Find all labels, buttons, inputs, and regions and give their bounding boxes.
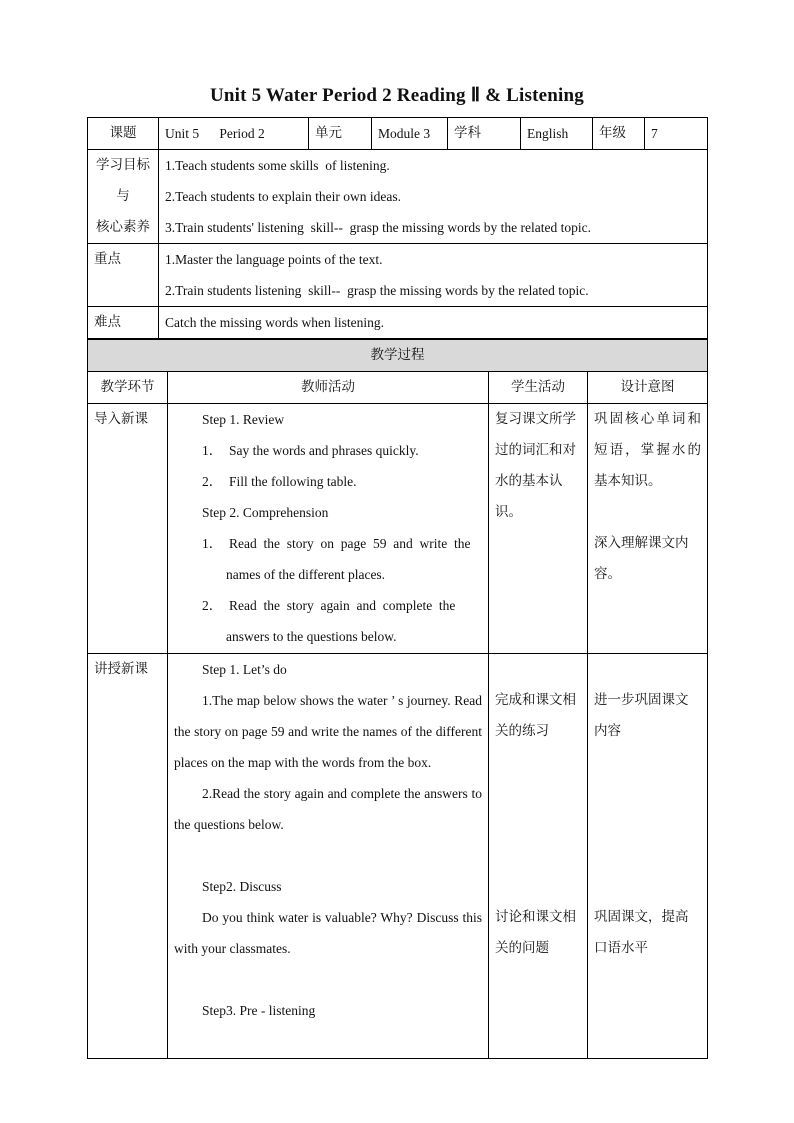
topic-label: 课题 <box>88 118 159 150</box>
grade-label: 年级 <box>593 118 645 150</box>
list-item-continuation: names of the different places. <box>226 567 386 582</box>
paragraph: 1.The map below shows the water ’ s journey. Read the story on page 59 and write the names of the different places on the map with the words from the box. <box>174 693 482 770</box>
header-purpose: 设计意图 <box>588 372 708 404</box>
objective-item: 2.Teach students to explain their own ideas. <box>165 189 401 204</box>
teacher-intro <box>168 404 489 654</box>
key-point-item: 1.Master the language points of the text. <box>165 252 383 267</box>
difficulty-content: Catch the missing words when listening. <box>159 307 708 339</box>
step-heading: Step 2. Comprehension <box>202 505 329 520</box>
key-points-content <box>159 244 708 307</box>
header-student: 学生活动 <box>489 372 588 404</box>
lesson-info-table <box>87 117 708 339</box>
subject-value: English <box>521 118 593 150</box>
student-new: 完成和课文相关的练习 讨论和课文相关的问题 <box>489 654 588 1059</box>
topic-value: Unit 5 Period 2 <box>159 118 309 150</box>
teacher-new <box>168 654 489 1059</box>
teaching-process-table <box>87 339 708 1059</box>
list-item: 2． Read the story again and complete the <box>202 598 456 613</box>
grade-value: 7 <box>645 118 708 150</box>
difficulty-label: 难点 <box>88 307 159 339</box>
list-item-continuation: answers to the questions below. <box>226 629 397 644</box>
step-heading: Step 1. Review <box>202 412 285 427</box>
purpose-new: 进一步巩固课文内容 巩固课文，提高口语水平 <box>588 654 708 1059</box>
header-stage: 教学环节 <box>88 372 168 404</box>
unit-value: Module 3 <box>372 118 448 150</box>
header-teacher: 教师活动 <box>168 372 489 404</box>
subject-label: 学科 <box>448 118 521 150</box>
process-band: 教学过程 <box>88 340 708 372</box>
stage-new: 讲授新课 <box>88 654 168 1059</box>
key-points-label: 重点 <box>88 244 159 307</box>
paragraph: Do you think water is valuable? Why? Discuss this with your classmates. <box>174 910 482 956</box>
step-heading: Step 1. Let’s do <box>202 662 287 677</box>
objectives-content <box>159 150 708 244</box>
document-title: Unit 5 Water Period 2 Reading Ⅱ & Listening <box>209 85 585 106</box>
list-item: 1． Say the words and phrases quickly. <box>202 443 419 458</box>
objectives-label: 学习目标 与 核心素养 <box>88 150 159 244</box>
objective-item: 1.Teach students some skills of listening. <box>165 158 390 173</box>
list-item: 1． Read the story on page 59 and write the <box>202 536 471 551</box>
stage-intro: 导入新课 <box>88 404 168 654</box>
step-heading: Step3. Pre - listening <box>202 1003 316 1018</box>
paragraph: 2.Read the story again and complete the answers to the questions below. <box>174 786 482 832</box>
list-item: 2． Fill the following table. <box>202 474 357 489</box>
objective-item: 3.Train students' listening skill-- grasp the missing words by the related topic. <box>165 220 592 235</box>
key-point-item: 2.Train students listening skill-- grasp the missing words by the related topic. <box>165 283 589 298</box>
purpose-intro: 巩固核心单词和短语，掌握水的基本知识。 深入理解课文内容。 <box>588 404 708 654</box>
step-heading: Step2. Discuss <box>202 879 282 894</box>
unit-label: 单元 <box>309 118 372 150</box>
student-intro: 复习课文所学过的词汇和对水的基本认识。 <box>489 404 588 654</box>
